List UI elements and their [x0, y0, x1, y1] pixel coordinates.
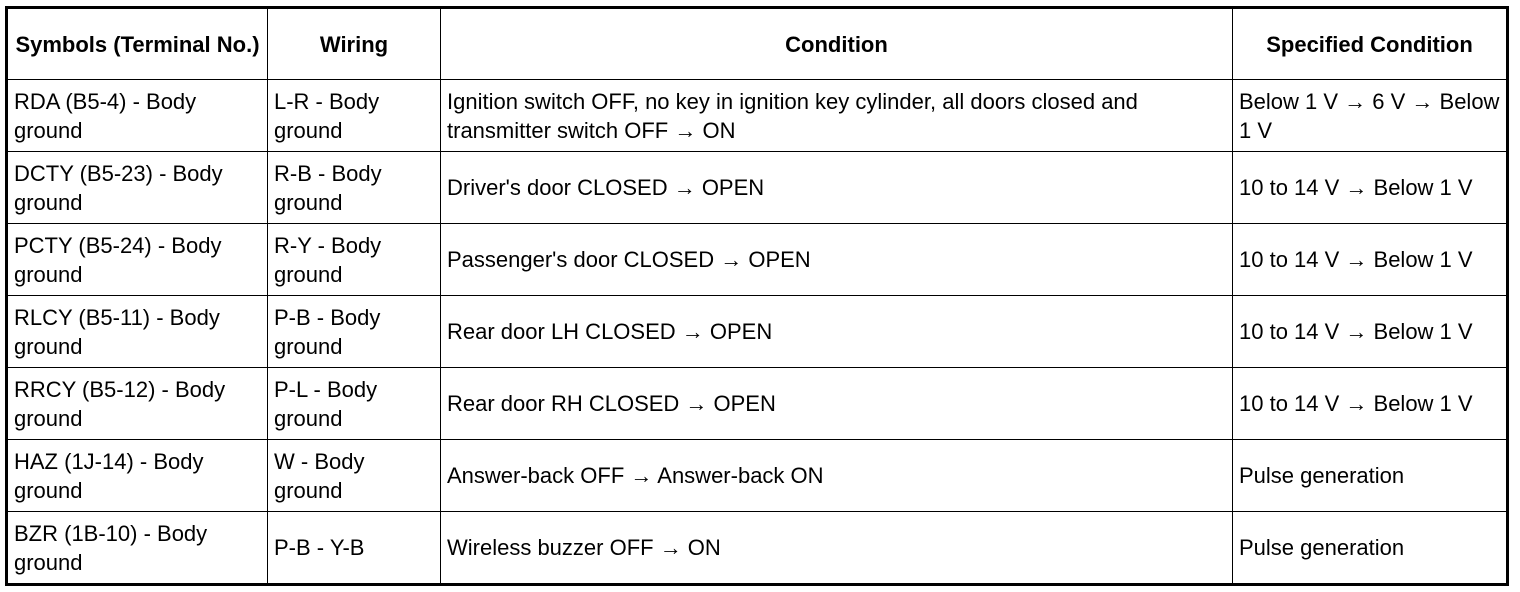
header-condition: Condition	[441, 8, 1233, 80]
cell-wiring: P-B - Body ground	[268, 296, 441, 368]
cell-symbol: DCTY (B5-23) - Body ground	[7, 152, 268, 224]
cell-symbol: RDA (B5-4) - Body ground	[7, 80, 268, 152]
cell-condition: Ignition switch OFF, no key in ignition key cylinder, all doors closed and transmitter switch OFF → ON	[441, 80, 1233, 152]
cell-wiring: W - Body ground	[268, 440, 441, 512]
table-row	[7, 440, 1508, 512]
header-wiring: Wiring	[268, 8, 441, 80]
header-symbols: Symbols (Terminal No.)	[7, 8, 268, 80]
table-header-row	[7, 8, 1508, 80]
table-row	[7, 224, 1508, 296]
cell-symbol: RLCY (B5-11) - Body ground	[7, 296, 268, 368]
cell-condition: Driver's door CLOSED → OPEN	[441, 152, 1233, 224]
table-row	[7, 80, 1508, 152]
cell-specified: Below 1 V → 6 V → Below 1 V	[1233, 80, 1508, 152]
cell-specified: 10 to 14 V → Below 1 V	[1233, 224, 1508, 296]
cell-wiring: P-L - Body ground	[268, 368, 441, 440]
cell-specified: Pulse generation	[1233, 440, 1508, 512]
header-specified-condition: Specified Condition	[1233, 8, 1508, 80]
cell-wiring: P-B - Y-B	[268, 512, 441, 585]
table-row	[7, 152, 1508, 224]
cell-specified: Pulse generation	[1233, 512, 1508, 585]
cell-symbol: PCTY (B5-24) - Body ground	[7, 224, 268, 296]
cell-specified: 10 to 14 V → Below 1 V	[1233, 152, 1508, 224]
table-row	[7, 512, 1508, 585]
cell-condition: Rear door RH CLOSED → OPEN	[441, 368, 1233, 440]
cell-wiring: R-B - Body ground	[268, 152, 441, 224]
cell-condition: Answer-back OFF → Answer-back ON	[441, 440, 1233, 512]
cell-specified: 10 to 14 V → Below 1 V	[1233, 296, 1508, 368]
terminal-check-table-container	[5, 6, 1506, 586]
cell-condition: Wireless buzzer OFF → ON	[441, 512, 1233, 585]
cell-specified: 10 to 14 V → Below 1 V	[1233, 368, 1508, 440]
cell-wiring: L-R - Body ground	[268, 80, 441, 152]
table-row	[7, 368, 1508, 440]
cell-symbol: RRCY (B5-12) - Body ground	[7, 368, 268, 440]
cell-symbol: BZR (1B-10) - Body ground	[7, 512, 268, 585]
cell-condition: Passenger's door CLOSED → OPEN	[441, 224, 1233, 296]
table-row	[7, 296, 1508, 368]
terminal-check-table	[5, 6, 1509, 586]
cell-wiring: R-Y - Body ground	[268, 224, 441, 296]
cell-symbol: HAZ (1J-14) - Body ground	[7, 440, 268, 512]
cell-condition: Rear door LH CLOSED → OPEN	[441, 296, 1233, 368]
